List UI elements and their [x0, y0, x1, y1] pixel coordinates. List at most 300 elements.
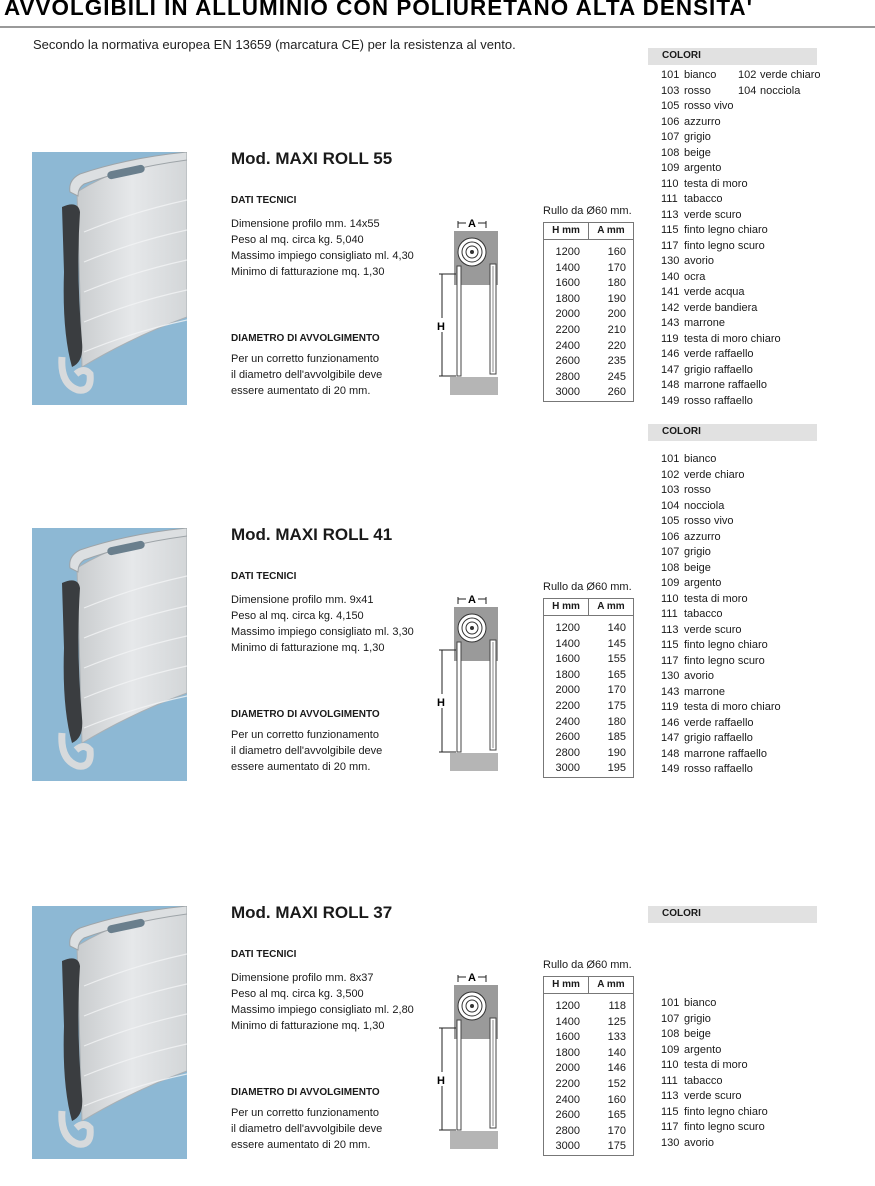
cell-h: 1600 [555, 1031, 580, 1044]
cell-h: 1800 [555, 1046, 580, 1059]
model-section-maxi-roll-37 [0, 903, 875, 1186]
shutter-diagram [436, 214, 498, 409]
color-name: testa di moro chiaro [684, 701, 781, 713]
color-name: verde scuro [684, 208, 742, 221]
color-name: verde raffaello [684, 716, 754, 729]
color-item [661, 592, 781, 608]
color-code: 110 [661, 1059, 679, 1071]
color-item [661, 452, 781, 468]
color-item [661, 654, 781, 670]
cell-h: 2600 [555, 355, 580, 368]
spec-line: Dimensione profilo mm. 9x41 [231, 594, 374, 606]
model-section-maxi-roll-55 [0, 50, 875, 432]
color-item [661, 208, 781, 224]
color-item [661, 514, 781, 530]
color-item [661, 468, 781, 484]
cell-h: 1200 [555, 1000, 580, 1012]
model-section-maxi-roll-41 [0, 426, 875, 808]
dimension-table [543, 976, 634, 1156]
color-name: grigio [684, 546, 711, 558]
color-name: grigio raffaello [684, 732, 753, 744]
cell-h: 1200 [555, 622, 580, 634]
color-code: 109 [661, 1043, 680, 1056]
color-item [738, 84, 821, 100]
spec-line: Massimo impiego consigliato ml. 4,30 [231, 250, 414, 262]
cell-a: 152 [607, 1077, 626, 1090]
color-name: bianco [684, 69, 717, 81]
color-name: bianco [684, 453, 717, 465]
color-item [661, 239, 781, 255]
spec-line: Peso al mq. circa kg. 4,150 [231, 610, 364, 622]
cell-a: 235 [607, 355, 626, 368]
dim-h-label: H [437, 1075, 445, 1087]
color-item [661, 638, 781, 654]
table-body [544, 616, 633, 777]
color-code: 101 [661, 69, 680, 81]
cell-h: 2200 [555, 1077, 580, 1090]
table-row [544, 245, 633, 261]
table-row [544, 699, 633, 715]
cell-h: 2200 [555, 323, 580, 336]
color-item [661, 669, 781, 685]
cell-a: 260 [607, 386, 626, 399]
diametro-note-line: Per un corretto funzionamento [231, 1107, 379, 1119]
color-item [661, 561, 781, 577]
page-subtitle: Secondo la normativa europea EN 13659 (marcatura CE) per la resistenza al vento. [33, 37, 516, 52]
slat-profile-image [32, 906, 187, 1159]
cell-h: 2400 [555, 715, 580, 728]
cell-a: 180 [607, 715, 626, 728]
color-code: 107 [661, 1012, 680, 1025]
column-header-a: A mm [597, 601, 625, 612]
cell-a: 146 [607, 1062, 626, 1075]
color-name: nocciola [684, 499, 725, 512]
color-name: finto legno chiaro [684, 1105, 768, 1118]
color-item [661, 747, 781, 763]
color-code: 143 [661, 317, 680, 329]
color-name: beige [684, 146, 711, 159]
color-code: 108 [661, 1028, 680, 1040]
color-name: avorio [684, 255, 714, 267]
diametro-note-line: il diametro dell'avvolgibile deve [231, 745, 383, 757]
table-row [544, 276, 633, 292]
shutter-box-diagram [436, 214, 498, 409]
color-item [661, 285, 781, 301]
color-code: 109 [661, 577, 680, 589]
color-name: grigio [684, 1012, 711, 1025]
spec-line: Peso al mq. circa kg. 5,040 [231, 234, 364, 246]
color-name: tabacco [684, 1074, 723, 1087]
color-item [661, 1136, 768, 1152]
cell-a: 195 [607, 762, 626, 775]
color-code: 119 [661, 332, 679, 345]
color-code: 130 [661, 255, 680, 267]
color-name: rosso raffaello [684, 763, 753, 775]
sill-block [450, 1131, 498, 1149]
table-row [544, 1093, 633, 1109]
cell-a: 160 [607, 246, 626, 258]
cell-h: 1800 [555, 668, 580, 681]
color-item [661, 161, 781, 177]
color-item [661, 99, 781, 115]
color-name: azzurro [684, 530, 721, 543]
color-item [661, 394, 781, 410]
color-code: 115 [661, 1105, 679, 1118]
color-item [661, 1043, 768, 1059]
table-body [544, 994, 633, 1155]
color-name: argento [684, 162, 722, 174]
cell-h: 1400 [555, 1015, 580, 1028]
diametro-note-line: Per un corretto funzionamento [231, 729, 379, 741]
model-title: Mod. MAXI ROLL 55 [231, 149, 393, 168]
cell-a: 170 [607, 684, 626, 697]
color-code: 147 [661, 732, 680, 744]
color-code: 105 [661, 100, 680, 112]
cell-a: 155 [607, 653, 626, 666]
color-item [661, 192, 781, 208]
column-header-a: A mm [597, 979, 625, 990]
color-item [661, 623, 781, 639]
dimension-table [543, 598, 634, 778]
column-header-h: H mm [544, 223, 589, 239]
cell-a: 170 [607, 261, 626, 274]
color-code: 111 [661, 1074, 678, 1087]
color-name: grigio raffaello [684, 363, 753, 376]
color-list [661, 68, 781, 409]
table-row [544, 292, 633, 308]
color-name: testa di moro [684, 592, 748, 605]
cell-a: 140 [607, 622, 626, 634]
color-code: 148 [661, 747, 680, 760]
color-name: rosso vivo [684, 100, 734, 112]
table-row [544, 637, 633, 653]
color-code: 113 [661, 623, 679, 636]
cell-a: 220 [607, 339, 626, 352]
cell-a: 160 [607, 1093, 626, 1106]
shutter-diagram [436, 968, 498, 1163]
diametro-note-line: essere aumentato di 20 mm. [231, 385, 371, 397]
table-row [544, 307, 633, 323]
color-item [661, 301, 781, 317]
cell-h: 2800 [555, 746, 580, 759]
cell-h: 2000 [555, 1062, 580, 1075]
dim-a-label: A [468, 972, 476, 984]
color-code: 108 [661, 146, 680, 159]
color-name: verde scuro [684, 1090, 742, 1102]
slat-profile-image [32, 528, 187, 781]
cell-a: 200 [607, 308, 626, 321]
color-code: 106 [661, 530, 680, 543]
color-code: 108 [661, 561, 680, 574]
color-name: verde acqua [684, 286, 745, 298]
color-code: 101 [661, 997, 680, 1009]
color-item [661, 254, 781, 270]
color-name: avorio [684, 1136, 714, 1149]
color-item [661, 545, 781, 561]
cell-a: 175 [607, 1140, 626, 1153]
table-body [544, 240, 633, 401]
color-code: 111 [661, 608, 678, 620]
color-list-extra [738, 68, 821, 99]
color-item [661, 332, 781, 348]
dimension-table [543, 222, 634, 402]
color-code: 149 [661, 394, 680, 407]
color-item [661, 347, 781, 363]
table-row [544, 1108, 633, 1124]
color-name: rosso raffaello [684, 394, 753, 407]
color-item [661, 1120, 768, 1136]
roller-diameter-label: Rullo da Ø60 mm. [543, 581, 632, 593]
color-code: 113 [661, 208, 679, 221]
cell-h: 1800 [555, 292, 580, 305]
color-name: testa di moro chiaro [684, 332, 781, 345]
color-item [661, 270, 781, 286]
color-item [661, 576, 781, 592]
color-item [661, 700, 781, 716]
cell-a: 180 [607, 277, 626, 290]
color-item [661, 716, 781, 732]
color-code: 103 [661, 84, 680, 97]
color-code: 107 [661, 131, 680, 143]
spec-line: Minimo di fatturazione mq. 1,30 [231, 266, 385, 278]
cell-h: 2400 [555, 1093, 580, 1106]
cell-a: 170 [607, 1124, 626, 1137]
cell-a: 190 [607, 746, 626, 759]
color-item [661, 1058, 768, 1074]
table-row [544, 999, 633, 1015]
sill-block [450, 753, 498, 771]
color-code: 119 [661, 701, 679, 713]
color-name: finto legno scuro [684, 654, 765, 667]
color-name: beige [684, 1028, 711, 1040]
color-name: bianco [684, 997, 717, 1009]
color-name: verde raffaello [684, 348, 754, 360]
page-title: AVVOLGIBILI IN ALLUMINIO CON POLIURETANO ALTA DENSITA' [4, 0, 753, 20]
cell-a: 190 [607, 292, 626, 305]
cell-h: 2000 [555, 308, 580, 321]
cell-a: 118 [608, 1000, 626, 1012]
table-row [544, 621, 633, 637]
cell-a: 245 [607, 370, 626, 383]
table-row [544, 339, 633, 355]
colori-header [648, 424, 817, 441]
color-item [738, 68, 821, 84]
diametro-note-line: essere aumentato di 20 mm. [231, 1139, 371, 1151]
color-code: 113 [661, 1090, 679, 1102]
product-photo [32, 152, 187, 405]
cell-h: 2000 [555, 684, 580, 697]
color-code: 110 [661, 592, 679, 605]
table-row [544, 261, 633, 277]
color-name: argento [684, 577, 722, 589]
color-code: 105 [661, 515, 680, 527]
color-name: marrone raffaello [684, 747, 767, 760]
color-item [661, 1027, 768, 1043]
color-name: marrone raffaello [684, 379, 767, 391]
cell-h: 2200 [555, 699, 580, 712]
table-row [544, 715, 633, 731]
shutter-box-diagram [436, 590, 498, 785]
color-item [661, 1089, 768, 1105]
color-item [661, 378, 781, 394]
color-item [661, 1105, 768, 1121]
diametro-heading: DIAMETRO DI AVVOLGIMENTO [231, 333, 380, 344]
roller-diameter-label: Rullo da Ø60 mm. [543, 205, 632, 217]
color-code: 106 [661, 115, 680, 128]
cell-h: 2800 [555, 1124, 580, 1137]
spec-line: Minimo di fatturazione mq. 1,30 [231, 1020, 385, 1032]
model-title: Mod. MAXI ROLL 37 [231, 903, 393, 922]
column-header-a: A mm [597, 225, 625, 236]
table-row [544, 1061, 633, 1077]
spec-line: Dimensione profilo mm. 8x37 [231, 972, 374, 984]
cell-a: 185 [607, 731, 626, 744]
product-photo [32, 528, 187, 781]
color-code: 146 [661, 716, 680, 729]
cell-h: 3000 [555, 386, 580, 399]
color-item [661, 115, 781, 131]
shutter-box-diagram [436, 968, 498, 1163]
diametro-heading: DIAMETRO DI AVVOLGIMENTO [231, 1087, 380, 1098]
color-name: rosso [684, 84, 711, 97]
diametro-note-line: Per un corretto funzionamento [231, 353, 379, 365]
color-code: 140 [661, 270, 680, 283]
color-code: 107 [661, 546, 680, 558]
color-code: 111 [661, 193, 678, 205]
spec-line: Massimo impiego consigliato ml. 3,30 [231, 626, 414, 638]
diametro-note-line: il diametro dell'avvolgibile deve [231, 1123, 383, 1135]
color-name: finto legno chiaro [684, 224, 768, 236]
cell-a: 175 [607, 699, 626, 712]
table-row [544, 1046, 633, 1062]
color-item [661, 1012, 768, 1028]
dim-a-label: A [468, 218, 476, 230]
cell-h: 2800 [555, 370, 580, 383]
cell-h: 1400 [555, 261, 580, 274]
color-code: 117 [661, 654, 679, 667]
table-row [544, 652, 633, 668]
color-name: ocra [684, 270, 706, 283]
table-row [544, 323, 633, 339]
color-name: nocciola [760, 84, 801, 97]
spec-line: Peso al mq. circa kg. 3,500 [231, 988, 364, 1000]
diametro-note-line: il diametro dell'avvolgibile deve [231, 369, 383, 381]
table-row [544, 761, 633, 777]
cell-a: 145 [607, 637, 626, 650]
color-code: 143 [661, 685, 680, 698]
color-item [661, 685, 781, 701]
table-header [544, 977, 633, 994]
model-title: Mod. MAXI ROLL 41 [231, 525, 393, 544]
table-row [544, 1139, 633, 1155]
color-name: rosso vivo [684, 515, 734, 527]
color-code: 109 [661, 162, 680, 174]
color-code: 148 [661, 379, 680, 391]
color-code: 130 [661, 670, 680, 682]
color-code: 117 [661, 239, 679, 252]
color-name: argento [684, 1043, 722, 1056]
cell-a: 125 [607, 1015, 626, 1028]
color-code: 142 [661, 301, 680, 314]
colori-label: COLORI [662, 50, 701, 61]
color-code: 101 [661, 453, 680, 465]
color-code: 102 [661, 468, 680, 481]
color-name: verde scuro [684, 623, 742, 636]
title-divider [0, 26, 875, 28]
color-code: 117 [661, 1121, 679, 1133]
cell-h: 2600 [555, 1109, 580, 1122]
color-name: finto legno scuro [684, 1121, 765, 1133]
spec-line: Minimo di fatturazione mq. 1,30 [231, 642, 385, 654]
color-code: 103 [661, 484, 680, 496]
color-item [661, 316, 781, 332]
colori-label: COLORI [662, 426, 701, 437]
colori-label: COLORI [662, 908, 701, 919]
color-name: azzurro [684, 115, 721, 128]
color-item [661, 762, 781, 778]
cell-h: 2600 [555, 731, 580, 744]
color-name: beige [684, 561, 711, 574]
table-row [544, 385, 633, 401]
cell-a: 133 [607, 1031, 626, 1044]
table-row [544, 354, 633, 370]
table-header [544, 599, 633, 616]
colori-header [648, 48, 817, 65]
roller-diameter-label: Rullo da Ø60 mm. [543, 959, 632, 971]
table-row [544, 746, 633, 762]
shutter-diagram [436, 590, 498, 785]
color-code: 147 [661, 363, 680, 376]
cell-h: 3000 [555, 762, 580, 775]
cell-h: 3000 [555, 1140, 580, 1153]
color-item [661, 177, 781, 193]
cell-a: 140 [607, 1046, 626, 1059]
color-name: marrone [684, 685, 725, 698]
color-code: 149 [661, 763, 680, 775]
spec-line: Dimensione profilo mm. 14x55 [231, 218, 380, 230]
cell-h: 1600 [555, 653, 580, 666]
color-item [661, 146, 781, 162]
dim-h-label: H [437, 697, 445, 709]
color-item [661, 483, 781, 499]
dati-tecnici-heading: DATI TECNICI [231, 949, 297, 960]
color-item [661, 363, 781, 379]
colori-header [648, 906, 817, 923]
color-name: verde chiaro [684, 468, 745, 481]
color-code: 146 [661, 348, 680, 360]
table-row [544, 683, 633, 699]
color-list [661, 996, 768, 1151]
color-name: testa di moro [684, 177, 748, 190]
column-header-h: H mm [544, 977, 589, 993]
color-item [661, 223, 781, 239]
color-code: 130 [661, 1136, 680, 1149]
color-code: 104 [738, 84, 757, 97]
dim-h-label: H [437, 321, 445, 333]
table-row [544, 1124, 633, 1140]
color-code: 115 [661, 224, 679, 236]
color-list [661, 452, 781, 778]
color-item [661, 530, 781, 546]
color-code: 110 [661, 177, 679, 190]
color-code: 102 [738, 69, 757, 81]
color-name: grigio [684, 131, 711, 143]
table-row [544, 1077, 633, 1093]
color-name: finto legno chiaro [684, 639, 768, 651]
spec-line: Massimo impiego consigliato ml. 2,80 [231, 1004, 414, 1016]
table-header [544, 223, 633, 240]
table-row [544, 1030, 633, 1046]
